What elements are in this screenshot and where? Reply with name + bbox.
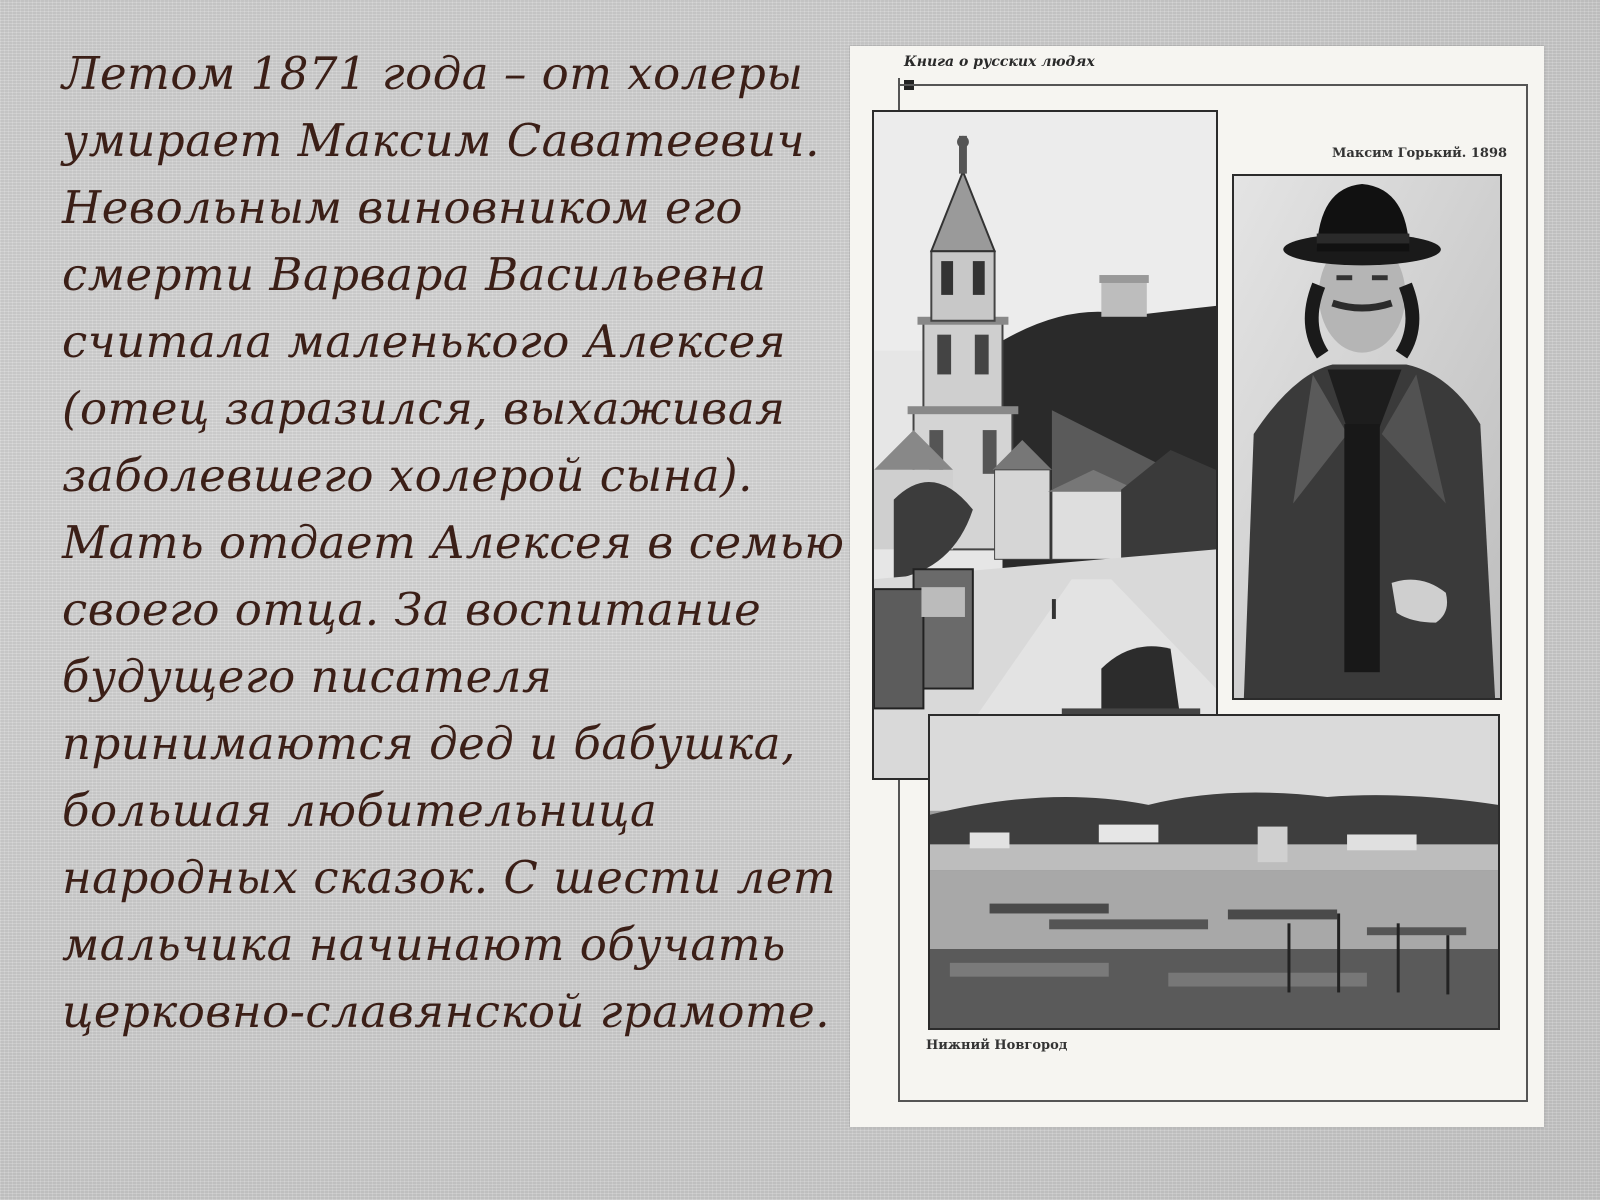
text-line: Невольным виновником его bbox=[62, 181, 743, 234]
text-line: большая любительница bbox=[62, 784, 658, 837]
text-line: смерти Варвара Васильевна bbox=[62, 248, 767, 301]
portrait-caption: Максим Горький. 1898 bbox=[1332, 146, 1508, 161]
gorky-portrait-photo bbox=[1232, 174, 1502, 700]
text-line: умирает Максим Саватеевич. bbox=[62, 114, 820, 167]
text-line: народных сказок. С шести лет bbox=[62, 851, 836, 904]
text-line: своего отца. За воспитание bbox=[62, 583, 762, 636]
page-frame-left-bottom bbox=[898, 778, 900, 1102]
church-street-photo bbox=[872, 110, 1218, 780]
text-line: будущего писателя bbox=[62, 650, 553, 703]
text-line: Летом 1871 года – от холеры bbox=[62, 47, 804, 100]
text-line: заболевшего холерой сына). bbox=[62, 449, 753, 502]
text-line: мальчика начинают обучать bbox=[62, 918, 786, 971]
text-line: Мать отдает Алексея в семью bbox=[62, 516, 845, 569]
slide-text-block bbox=[62, 40, 845, 1045]
nizhny-novgorod-panorama-photo bbox=[928, 714, 1500, 1030]
text-line: (отец заразился, выхаживая bbox=[62, 382, 786, 435]
city-caption: Нижний Новгород bbox=[926, 1038, 1068, 1053]
book-page-scan bbox=[850, 46, 1544, 1127]
text-line: принимаются дед и бабушка, bbox=[62, 717, 796, 770]
book-page-header: Книга о русских людях bbox=[904, 54, 1095, 70]
text-line: церковно-славянской грамоте. bbox=[62, 985, 831, 1038]
text-line: считала маленького Алексея bbox=[62, 315, 786, 368]
